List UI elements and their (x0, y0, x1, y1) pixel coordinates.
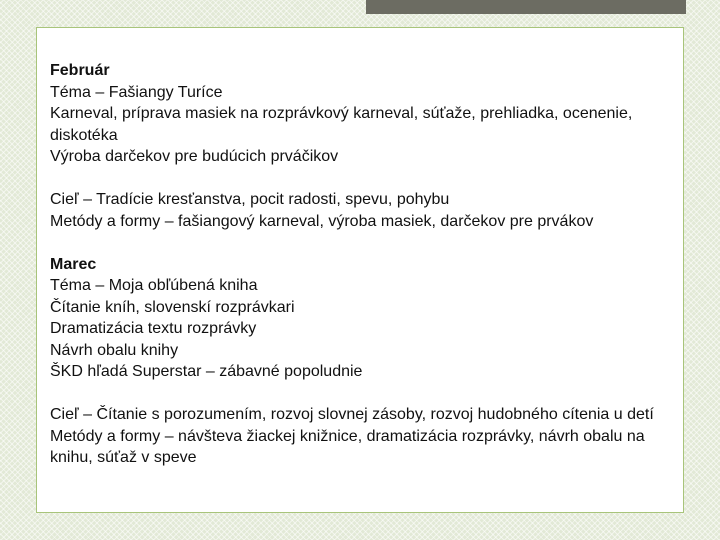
text-line: Návrh obalu knihy (50, 341, 179, 359)
text-line: Čítanie kníh, slovenskí rozprávkari (50, 298, 295, 316)
text-line: Téma – Fašiangy Turíce (50, 83, 223, 101)
text-line: Metódy a formy – návšteva žiackej knižnice, dramatizácia rozprávky, návrh obalu na knihu, súťaž v speve (50, 427, 645, 466)
section-heading-februar: Február (50, 62, 110, 79)
paragraph-gap (50, 168, 680, 190)
text-line: Metódy a formy – fašiangový karneval, výroba masiek, darčekov pre prvákov (50, 212, 594, 230)
text-line: Téma – Moja obľúbená kniha (50, 277, 258, 294)
decorative-accent-block (366, 0, 686, 14)
text-line: ŠKD hľadá Superstar – zábavné popoludnie (50, 363, 363, 380)
text-line: Cieľ – Tradície kresťanstva, pocit radosti, spevu, pohybu (50, 191, 450, 208)
paragraph-gap (50, 232, 680, 254)
text-line: Cieľ – Čítanie s porozumením, rozvoj slovnej zásoby, rozvoj hudobného cítenia u detí (50, 406, 654, 423)
text-line: Karneval, príprava masiek na rozprávkový karneval, súťaže, prehliadka, ocenenie, diskotéka (50, 105, 633, 144)
text-line: Výroba darčekov pre budúcich prváčikov (50, 148, 339, 165)
slide-text-body (50, 60, 680, 469)
paragraph-gap (50, 383, 680, 405)
section-heading-marec: Marec (50, 255, 97, 273)
text-line: Dramatizácia textu rozprávky (50, 320, 257, 337)
